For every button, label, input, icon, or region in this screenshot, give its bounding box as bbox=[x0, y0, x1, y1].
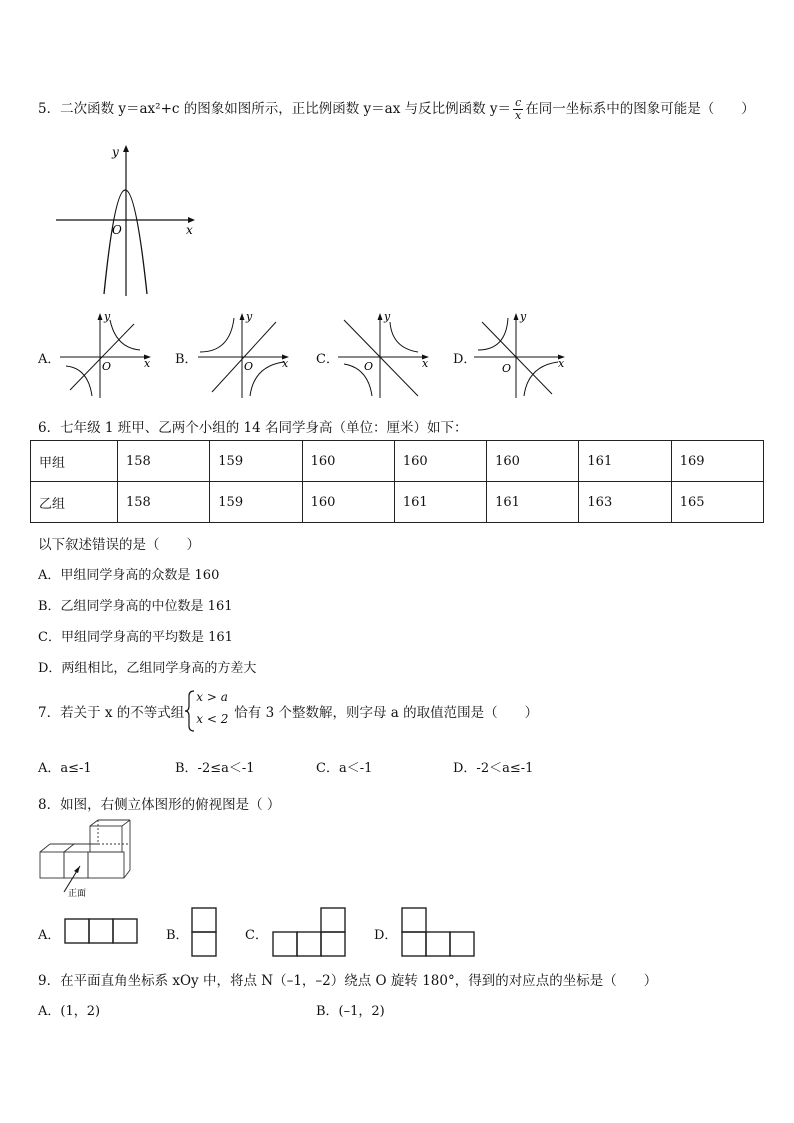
table-cell: 160 bbox=[394, 441, 486, 482]
q5-fraction bbox=[513, 97, 523, 122]
q5-frac-num: c bbox=[513, 97, 523, 110]
q5-a-axis-x: x bbox=[144, 357, 151, 370]
q7-ineq-1: x > a bbox=[196, 690, 228, 704]
table-cell: 159 bbox=[210, 441, 302, 482]
table-cell: 160 bbox=[302, 482, 394, 523]
q7-option-d: D．-2＜a≤-1 bbox=[453, 761, 534, 776]
table-cell: 169 bbox=[671, 441, 763, 482]
q9-option-b: B．(–1，2) bbox=[316, 1004, 385, 1019]
q5-b-axis-x: x bbox=[282, 357, 289, 370]
q5-d-axis-x: x bbox=[558, 357, 565, 370]
q8-option-d-label: D． bbox=[374, 928, 398, 943]
q8-option-b-figure bbox=[190, 906, 218, 958]
q7-stem bbox=[38, 690, 538, 732]
q5-option-a-label: A． bbox=[38, 352, 61, 367]
q7-inequality-system bbox=[184, 690, 234, 732]
q5-option-a-graph bbox=[58, 310, 154, 400]
table-cell: 159 bbox=[210, 482, 302, 523]
q5-c-axis-x: x bbox=[422, 357, 429, 370]
table-cell: 165 bbox=[671, 482, 763, 523]
q5-axis-x-label: x bbox=[186, 223, 193, 237]
q5-b-axis-y: y bbox=[246, 310, 253, 323]
q5-a-axis-y: y bbox=[104, 310, 111, 323]
q5-d-axis-y: y bbox=[520, 310, 527, 323]
q8-option-a-label: A． bbox=[38, 928, 61, 943]
q5-option-d-label: D． bbox=[453, 352, 477, 367]
q5-option-c-label: C． bbox=[316, 352, 339, 367]
q5-stem bbox=[38, 97, 755, 122]
table-row bbox=[31, 482, 764, 523]
q5-axis-y-label: y bbox=[112, 145, 119, 159]
table-cell: 158 bbox=[118, 441, 210, 482]
q8-solid-figure bbox=[36, 818, 136, 900]
q8-option-d-figure bbox=[400, 906, 478, 958]
q7-option-a: A．a≤-1 bbox=[38, 761, 92, 776]
table-cell: 160 bbox=[487, 441, 579, 482]
q6-question: 以下叙述错误的是（ ） bbox=[38, 537, 200, 553]
q6-option-c: C．甲组同学身高的平均数是 161 bbox=[38, 630, 233, 645]
table-cell: 158 bbox=[118, 482, 210, 523]
q8-option-a-figure bbox=[63, 917, 139, 945]
q9-stem: 9．在平面直角坐标系 xOy 中，将点 N（–1，–2）绕点 O 旋转 180°，得到的对应点的坐标是（ ） bbox=[38, 973, 658, 989]
table-cell: 161 bbox=[394, 482, 486, 523]
table-row bbox=[31, 441, 764, 482]
q8-stem: 8．如图，右侧立体图形的俯视图是（ ） bbox=[38, 797, 281, 813]
q5-stem-prefix: 5．二次函数 y＝ax²+c 的图象如图所示，正比例函数 y＝ax 与反比例函数 y＝ bbox=[38, 101, 512, 117]
q5-c-origin: O bbox=[364, 360, 374, 373]
q5-b-origin: O bbox=[244, 360, 254, 373]
table-cell: 160 bbox=[302, 441, 394, 482]
q8-option-c-figure bbox=[271, 906, 349, 958]
q6-row-label: 甲组 bbox=[31, 441, 118, 482]
q5-d-origin: O bbox=[502, 362, 512, 375]
q5-a-origin: O bbox=[102, 360, 112, 373]
table-cell: 163 bbox=[579, 482, 671, 523]
table-cell: 161 bbox=[579, 441, 671, 482]
q8-option-c-label: C． bbox=[245, 928, 268, 943]
q5-c-axis-y: y bbox=[384, 310, 391, 323]
q8-front-label: 正面 bbox=[68, 889, 87, 899]
q5-option-d-graph bbox=[472, 310, 568, 400]
q6-heights-table bbox=[30, 440, 764, 523]
q5-frac-den: x bbox=[515, 109, 522, 122]
q5-option-b-graph bbox=[196, 310, 292, 400]
table-cell: 161 bbox=[487, 482, 579, 523]
q6-row-label: 乙组 bbox=[31, 482, 118, 523]
q6-option-d: D．两组相比，乙组同学身高的方差大 bbox=[38, 661, 257, 676]
q5-option-b-label: B． bbox=[175, 352, 198, 367]
q7-stem-suffix: 恰有 3 个整数解，则字母 a 的取值范围是（ ） bbox=[234, 705, 539, 721]
q7-option-b: B．-2≤a＜-1 bbox=[175, 761, 255, 776]
left-brace-icon bbox=[184, 690, 196, 732]
q7-ineq-2: x < 2 bbox=[196, 712, 229, 726]
q7-option-c: C．a＜-1 bbox=[316, 761, 373, 776]
q8-option-b-label: B． bbox=[166, 928, 189, 943]
q7-stem-prefix: 7．若关于 x 的不等式组 bbox=[38, 705, 185, 721]
q5-stem-suffix: 在同一坐标系中的图象可能是（ ） bbox=[525, 101, 755, 117]
q5-option-c-graph bbox=[336, 310, 432, 400]
q6-option-b: B．乙组同学身高的中位数是 161 bbox=[38, 599, 233, 614]
q6-stem: 6．七年级 1 班甲、乙两个小组的 14 名同学身高（单位：厘米）如下： bbox=[38, 420, 468, 436]
q9-option-a: A．(1，2) bbox=[38, 1004, 101, 1019]
q6-option-a: A．甲组同学身高的众数是 160 bbox=[38, 568, 220, 583]
q5-origin-label: O bbox=[112, 223, 122, 237]
q5-parabola-figure bbox=[52, 142, 202, 298]
